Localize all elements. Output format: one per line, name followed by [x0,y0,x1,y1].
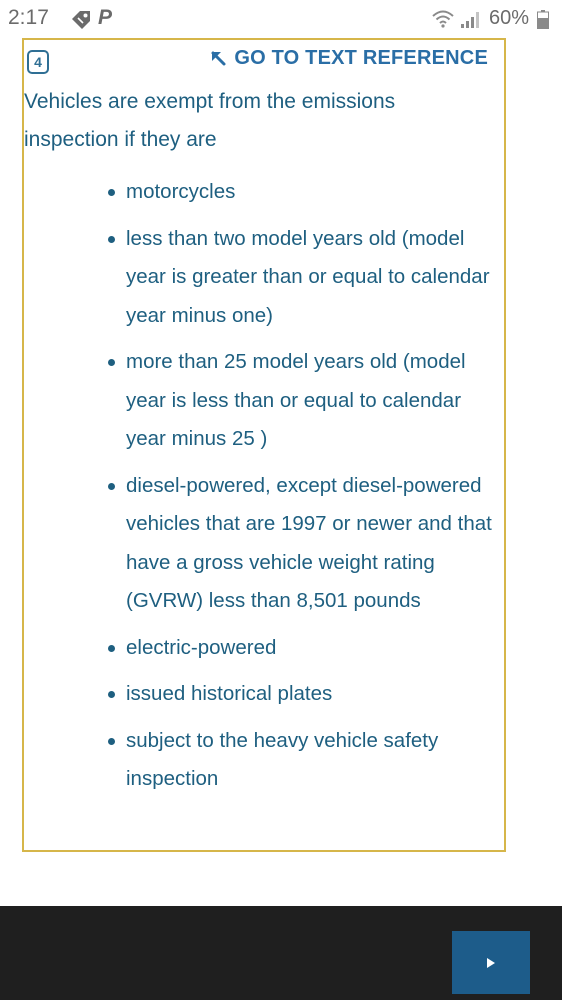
arrow-up-left-icon [210,50,228,68]
list-item [24,467,508,621]
go-to-text-reference-label: GO TO TEXT REFERENCE [234,47,488,69]
list-item-text: diesel-powered, except diesel-powered vehicles that are 1997 or newer and that have a gross vehicle weight rating (GVRW) less than 8,501 pounds [126,473,492,612]
list-item [24,722,508,799]
list-item [24,629,508,668]
wifi-icon [432,10,454,28]
bullet-icon [108,359,115,366]
list-item [24,343,508,459]
list-item [24,173,508,212]
list-item-text: subject to the heavy vehicle safety inspection [126,728,439,790]
bullet-icon [108,691,115,698]
bullet-icon [108,645,115,652]
play-arrow-icon [484,955,498,971]
list-item [24,675,508,714]
footnote-panel [22,38,506,852]
bullet-icon [108,189,115,196]
list-item-text: less than two model years old (model year is greater than or equal to calendar year minus one) [126,226,490,327]
list-item-text: more than 25 model years old (model year is less than or equal to calendar year minus 25 ) [126,350,466,450]
battery-percent: 60% [489,7,530,29]
list-item-text: electric-powered [126,635,277,659]
battery-icon [537,10,549,29]
footnote-number-badge: 4 [27,50,49,74]
tag-icon [70,9,92,29]
status-time: 2:17 [8,6,49,29]
list-item [24,220,508,336]
footnote-intro-text: Vehicles are exempt from the emissions inspection if they are [24,90,396,151]
bullet-icon [108,483,115,490]
list-item-text: issued historical plates [126,682,333,705]
signal-icon [460,10,482,28]
next-page-button[interactable] [452,931,530,994]
status-bar [0,0,562,38]
bullet-icon [108,738,115,745]
paypal-icon: P [98,6,113,29]
list-item-text: motorcycles [126,180,236,203]
exemption-list [24,173,508,807]
bullet-icon [108,236,115,243]
go-to-text-reference-link[interactable] [210,47,488,70]
bottom-navigation-bar [0,906,562,1000]
